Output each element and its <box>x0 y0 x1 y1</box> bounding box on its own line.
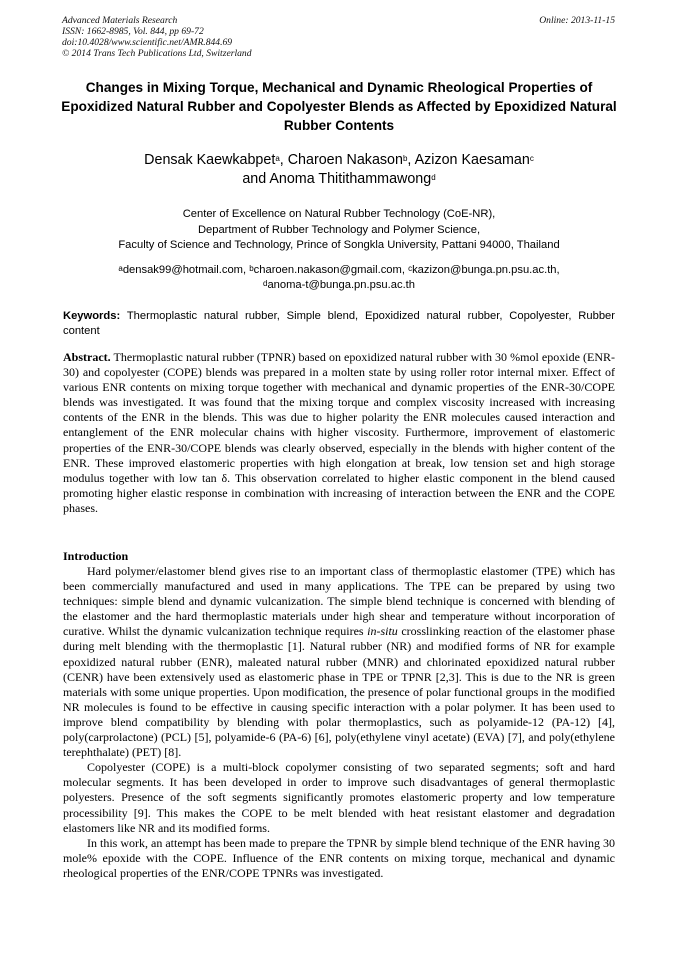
author-name: Azizon Kaesaman <box>414 152 530 168</box>
keywords-label: Keywords: <box>63 310 121 322</box>
email-list <box>60 263 618 293</box>
abstract-text: Thermoplastic natural rubber (TPNR) based on epoxidized natural rubber with 30 %mol epoxide (ENR-30) and copolyester (COPE) blends was prepared in a molten state by using roller rotor internal mixer. Effect of various ENR contents on mixing torque together with mechanical and dynamic properties of the ENR-30/COPE blends was investigated. It was found that the mixing torque and complex viscosity increased with increasing contents of the ENR in the blends. This was due to higher polarity the ENR molecules caused interaction and entanglement of the ENR molecular chains with higher viscosity. Furthermore, improvement of elastomeric properties of the ENR-30/COPE blends was clearly observed, especially in the blends with higher content of the ENR. These improved elastomeric properties with high elongation at break, low tension set and high storage modulus together with low tan δ. This observation correlated to higher elastic component in the blend caused promoting higher elastic response in combination with increasing of interaction between the ENR and the COPE phases. <box>63 350 615 515</box>
journal-header <box>62 15 615 59</box>
email-link[interactable]: densak99@hotmail.com, <box>122 264 247 276</box>
issn-line: ISSN: 1662-8985, Vol. 844, pp 69-72 <box>62 26 204 37</box>
abstract-label: Abstract. <box>63 350 111 364</box>
affiliation-line: Department of Rubber Technology and Polymer Science, <box>197 223 481 236</box>
affiliation-line: Faculty of Science and Technology, Prince of Songkla University, Pattani 94000, Thailand <box>118 239 560 252</box>
email-link[interactable]: charoen.nakason@gmail.com, <box>253 264 405 276</box>
author-name: Charoen Nakason <box>287 152 403 168</box>
paragraph-text: Hard polymer/elastomer blend gives rise to an important class of thermoplastic elastomer (TPE) which has been commercially manufactured and used in many applications. The TPE can be prepared by using two techniques: simple blend and dynamic vulcanization. The simple blend technique is concerned with blending of the elastomer and the hard thermoplastic materials under high shear and temperature without incorporation of curative. Whilst the dynamic vulcanization technique requires <box>63 564 615 639</box>
author-affil-mark: c <box>529 154 534 163</box>
doi-line: doi:10.4028/www.scientific.net/AMR.844.69 <box>62 37 233 48</box>
keywords-block <box>63 309 615 338</box>
keywords-text: Thermoplastic natural rubber, Simple blend, Epoxidized natural rubber, Copolyester, Rubber content <box>63 310 615 337</box>
italic-term: in-situ <box>367 624 398 639</box>
online-date: Online: 2013-11-15 <box>539 15 615 26</box>
author-affil-mark: d <box>431 173 436 182</box>
paper-title: Changes in Mixing Torque, Mechanical and Dynamic Rheological Properties of Epoxidized Natural Rubber and Copolyester Blends as Affected by Epoxidized Natural Rubber Contents <box>61 80 617 133</box>
affiliation <box>60 207 618 254</box>
journal-name: Advanced Materials Research <box>62 15 178 26</box>
paragraph: Copolyester (COPE) is a multi-block copolymer consisting of two separated segments; soft and hard molecular segments. It has been developed in order to improve such disadvantages of general thermoplastic polyesters. Presence of the soft segments significantly promotes elastomeric property and low temperature processibility [9]. This makes the COPE to be melt blended with heat resistant elastomer and degradation elastomers like NR and its modified forms. <box>63 760 615 835</box>
introduction-body <box>63 564 615 881</box>
section-heading: Introduction <box>63 549 129 563</box>
affiliation-line: Center of Excellence on Natural Rubber Technology (CoE-NR), <box>182 208 496 220</box>
author-list: Densak Kaewkabpet$^a$, Charoen Nakason$^b$, Azizon Kaesaman$^c$ and Anoma Thitithammawong$^d$ <box>144 152 534 187</box>
email-mark: a <box>118 264 123 273</box>
paragraph <box>63 564 615 760</box>
email-mark: b <box>249 264 254 273</box>
email-link[interactable]: kazizon@bunga.pn.psu.ac.th, <box>412 264 560 276</box>
author-name: and Anoma Thitithammawong <box>242 171 432 187</box>
email-mark: c <box>408 264 413 273</box>
email-mark: d <box>262 279 268 289</box>
author-affil-mark: b <box>402 154 408 163</box>
paragraph: In this work, an attempt has been made to prepare the TPNR by simple blend technique of the ENR having 30 mole% epoxide with the COPE. Influence of the ENR contents on mixing torque, mechanical and dynamic rheological properties of the ENR/COPE TPNRs was investigated. <box>63 835 615 880</box>
paragraph-text: crosslinking reaction of the elastomer phase during melt blending with the thermoplastic [1]. Natural rubber (NR) and modified forms of NR for example epoxidized natural rubber (ENR), maleated natural rubber (MNR) and chlorinated epoxidized natural rubber (CENR) have been extensively used as elastomeric phase in TPE or TPNR [2,3]. This is due to the NR is green materials with some unique properties. Upon modification, the presence of polar functional groups in the modified NR molecules is found to be effective in causing specific interaction with a polar polymer. It has been used to improve blend compatibility by blending with polar thermoplastics, such as polyamide-12 (PA-12) [4], poly(carprolactone) (PCL) [5], polyamide-6 (PA-6) [6], poly(ethylene vinyl acetate) (EVA) [7], and poly(ethylene terephthalate) (PET) [8]. <box>63 624 616 760</box>
abstract-block <box>63 350 615 516</box>
email-link[interactable]: anoma-t@bunga.pn.psu.ac.th <box>267 279 416 292</box>
author-name: Densak Kaewkabpet <box>144 152 276 168</box>
author-affil-mark: a <box>275 154 280 163</box>
copyright-line: © 2014 Trans Tech Publications Ltd, Switzerland <box>62 48 252 59</box>
